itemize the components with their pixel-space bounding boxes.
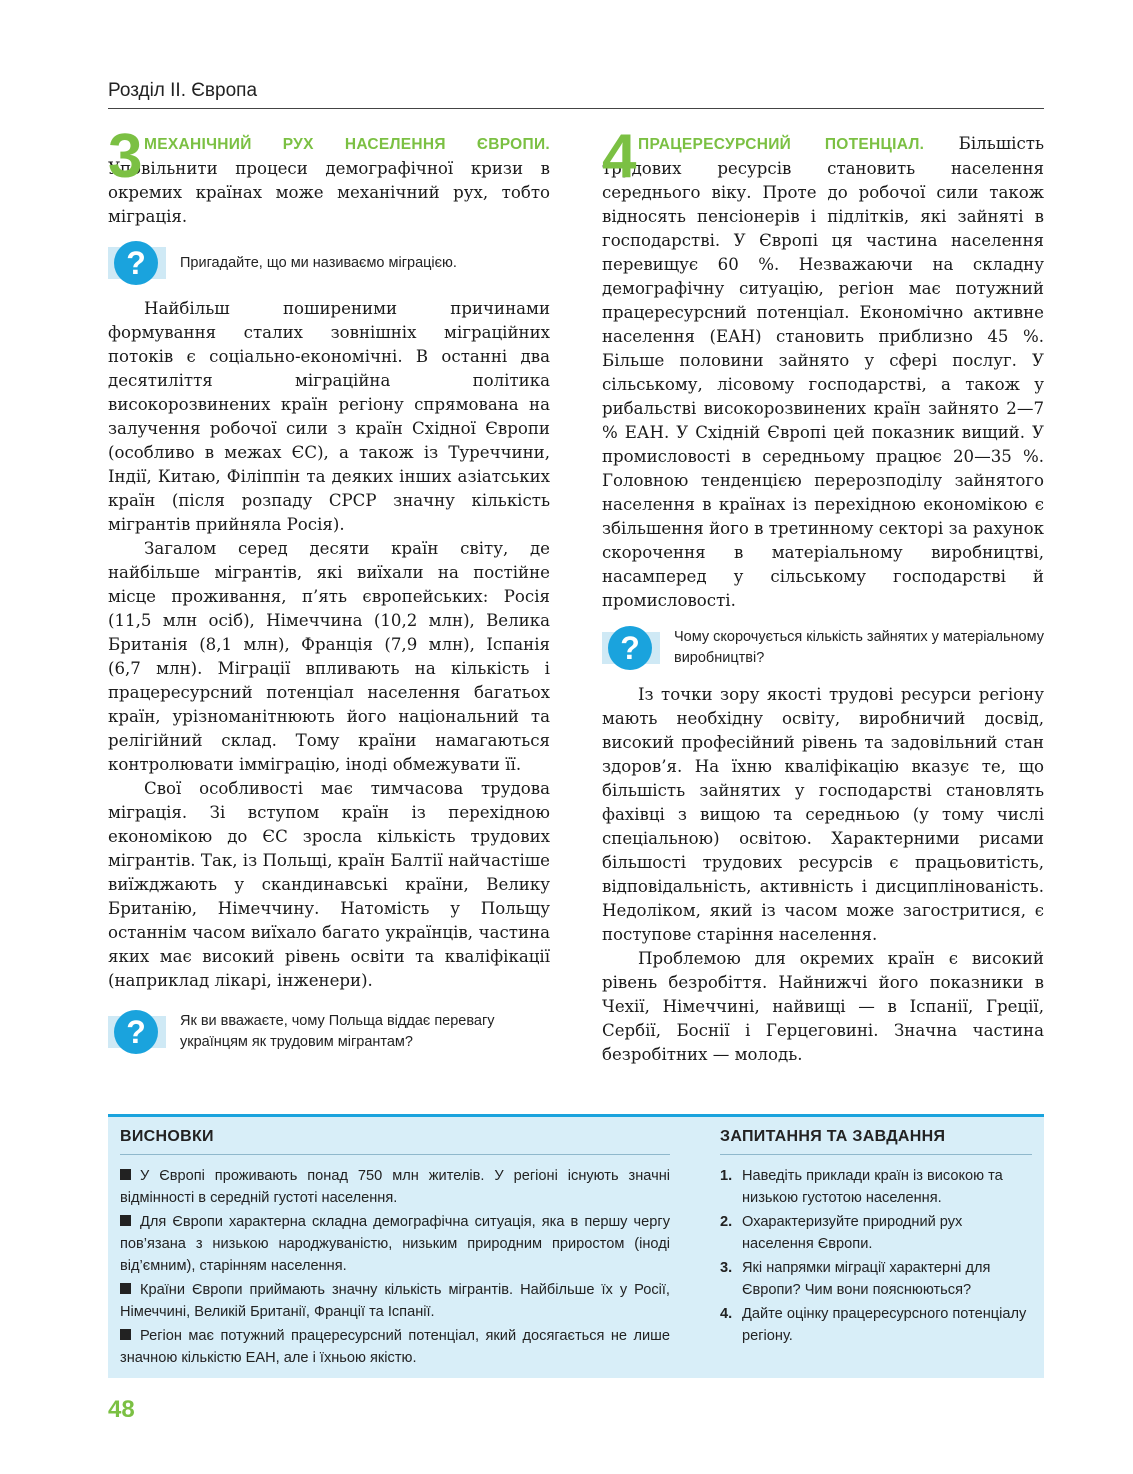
section-4-title: ПРАЦЕРЕСУРСНИЙ ПОТЕНЦІАЛ. (638, 136, 925, 153)
left-column (108, 122, 550, 1067)
paragraph: Із точки зору якості трудові ресурси регіону мають необхідну освіту, виробничий досвід, високий професійний рівень та задовільний стан здоров’я. На їхню кваліфікацію вказує те, що більшість зайнятих у господарстві становлять фахівці з вищою та середньою (у тому числі спеціальною) освітою. Характерними рисами більшості трудових ресурсів є працьовитість, відповідальність, активність і дисциплінованість. Недоліком, який із часом може загостритися, є поступове старіння населення. (602, 685, 1044, 944)
paragraph: Загалом серед десяти країн світу, де найбільше мігрантів, які виїхали на постійне місце проживання, п’ять європейських: Росія (11,5 млн осіб), Німеччина (10,2 млн), Велика Британія (8,1 млн), Франція (7,9 млн), Іспанія (6,7 млн). Міграції впливають на кількість і працересурсний потенціал населення багатьох країн, урізноманітнюють його національний та релігійний склад. Тому країни намагаються контролювати імміграцію, іноді обмежувати її. (108, 539, 550, 774)
tasks-title: ЗАПИТАННЯ ТА ЗАВДАННЯ (720, 1124, 1032, 1155)
page-header (108, 80, 1044, 109)
task-item: 3. Які напрямки міграції характерні для Європи? Чим вони пояснюються? (720, 1260, 991, 1298)
section-3 (108, 122, 550, 229)
square-bullet-icon (120, 1215, 131, 1226)
question-text: Як ви вважаєте, чому Польща віддає перевагу українцям як трудовим мігрантам? (180, 1013, 495, 1050)
summary-divider (108, 1114, 1044, 1117)
conclusions (120, 1124, 670, 1371)
section-4-intro: ПРАЦЕРЕСУРСНИЙ ПОТЕНЦІАЛ. Більшість трудових ресурсів становить населення середнього віку. Проте до робочої сили також відносять пенсіонерів і підлітків, які зайняті в господарстві. У Європі ця частина населення перевищує 60 %. Незважаючи на складну демографічну ситуацію, регіон має потужний працересурсний потенціал. Економічно активне населення (ЕАН) становить приблизно 45 %. Більше половини зайнято у сфері послуг. У сільському, лісовому господарстві, а також у рибальстві високорозвинених країн зайнято 2—7 % ЕАН. У Східній Європі цей показник вищий. У промисловості в середньому працює 20—35 %. Головною тенденцією перерозподілу зайнятого населення в країнах із перехідною економікою є збільшення його в третинному секторі за рахунок скорочення в матеріальному виробництві, насамперед у сільському господарстві й промисловості. (602, 134, 1044, 610)
paragraph: Проблемою для окремих країн є високий рівень безробіття. Найнижчі його показники в Чехії, Німеччині, найвищі — в Іспанії, Греції, Сербії, Боснії і Герцеговині. Значна частина безробітних — молодь. (602, 949, 1044, 1064)
task-item: 4. Дайте оцінку працересурсного потенціалу регіону. (720, 1306, 1027, 1344)
conclusion-item: Країни Європи приймають значну кількість мігрантів. Найбільше їх у Росії, Німеччині, Великій Британії, Франції та Іспанії. (120, 1282, 670, 1320)
square-bullet-icon (120, 1283, 131, 1294)
tasks (720, 1124, 1032, 1349)
section-number-4: 4 (602, 122, 637, 191)
page-number: 48 (108, 1396, 135, 1423)
section-title-header: Розділ ІІ. Європа (108, 80, 258, 101)
question-box (602, 627, 1044, 669)
conclusion-item: У Європі проживають понад 750 млн жителів. У регіоні існують значні відмінності в середній густоті населення. (120, 1168, 670, 1206)
conclusion-item: Для Європи характерна складна демографічна ситуація, яка в першу чергу пов’язана з низькою народжуваністю, низьким природним приростом (іноді від’ємним), старінням населення. (120, 1214, 670, 1274)
paragraph: Найбільш поширеними причинами формування сталих зовнішніх міграційних потоків є соціально-економічні. В останні два десятиліття міграційна політика високорозвинених країн регіону спрямована на залучення робочої сили з країн Східної Європи (особливо в межах ЄС), а також із Туреччини, Індії, Китаю, Філіппін та деяких інших азіатських країн (після розпаду СРСР значну кількість мігрантів прийняла Росія). (108, 299, 550, 534)
right-column (602, 122, 1044, 1067)
section-3-intro: МЕХАНІЧНИЙ РУХ НАСЕЛЕННЯ ЄВРОПИ. Уповільнити процеси демографічної кризи в окремих країнах може механічний рух, тобто міграція. (108, 136, 550, 226)
question-mark-icon: ? (108, 1012, 166, 1052)
task-item: 1. Наведіть приклади країн із високою та низькою густотою населення. (720, 1168, 1003, 1206)
question-box (108, 243, 550, 283)
task-item: 2. Охарактеризуйте природний рух населення Європи. (720, 1214, 963, 1252)
question-text: Пригадайте, що ми називаємо міграцією. (180, 254, 457, 271)
question-box (108, 1011, 550, 1053)
paragraph: Свої особливості має тимчасова трудова міграція. Зі вступом країн із перехідною економікою до ЄС зросла кількість трудових мігрантів. Так, із Польщі, країн Балтії найчастіше виїжджають у скандинавські країни, Велику Британію, Німеччину. Натомість у Польщу останнім часом виїхало багато українців, частина яких має високий рівень освіти та кваліфікації (наприклад лікарі, інженери). (108, 779, 550, 990)
conclusions-title: ВИСНОВКИ (120, 1124, 670, 1155)
question-mark-icon: ? (108, 243, 166, 283)
section-3-title: МЕХАНІЧНИЙ РУХ НАСЕЛЕННЯ ЄВРОПИ. (144, 136, 550, 153)
section-4 (602, 122, 1044, 613)
section-number-3: 3 (108, 122, 143, 191)
question-mark-icon: ? (602, 628, 660, 668)
square-bullet-icon (120, 1329, 131, 1340)
square-bullet-icon (120, 1169, 131, 1180)
question-text: Чому скорочується кількість зайнятих у матеріальному виробництві? (674, 629, 1044, 666)
conclusion-item: Регіон має потужний працересурсний потенціал, який досягається не лише значною кількістю ЕАН, але і їхньою якістю. (120, 1328, 670, 1366)
summary-box (108, 1114, 1044, 1378)
